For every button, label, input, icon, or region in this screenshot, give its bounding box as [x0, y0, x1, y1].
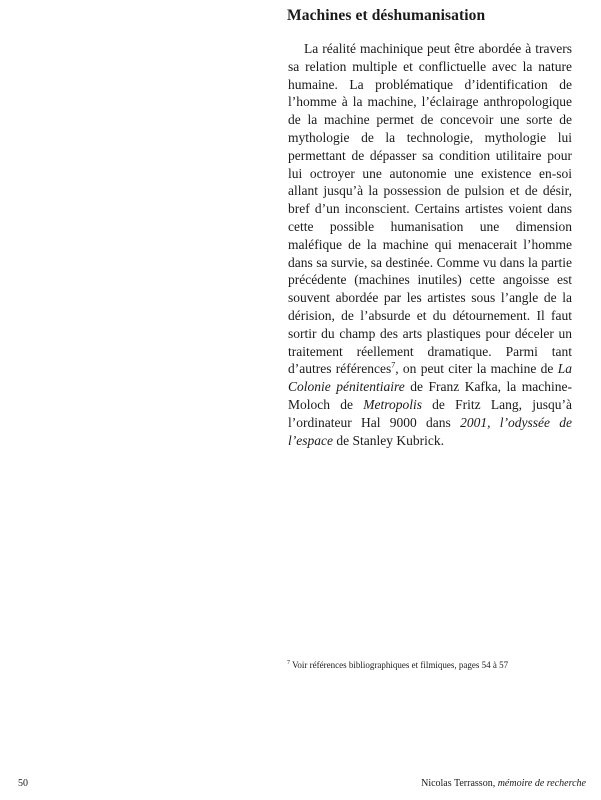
footnote: [287, 659, 508, 671]
footer-author: Nicolas Terrasson,: [421, 778, 498, 789]
body-text-part-4: de Fritz Lang, jusqu’à l’ordinateur Hal 9000 dans: [288, 396, 572, 430]
page-title: Machines et déshumanisation: [287, 7, 486, 24]
body-text-part-3: de Franz Kafka, la machine-Moloch de: [288, 379, 572, 412]
footer-work-title: mémoire de recherche: [497, 778, 586, 789]
work-title-colonie: La Colonie pénitentiaire: [288, 361, 572, 395]
body-text-part-2: , on peut citer la machine de: [395, 361, 558, 377]
work-title-metropolis: Metropolis: [363, 396, 422, 412]
body-text-part-1: La réalité machinique peut être abordée à travers sa relation multiple et conflictuelle avec la nature humaine. La problématique d’identification de l’homme à la machine, l’éclairage anthropologique de la machine permet de concevoir une sorte de mythologie de la technologie, mythologie lui permettant de dépasser sa condition utilitaire pour lui octroyer une autonomie une existence en-soi allant jusqu’à la possession de pulsion et de désir, bref d’un inconscient. Certains artistes voient dans cette possible humanisation une dimension maléfique de la machine qui menacerait l’homme dans sa survie, sa destinée. Comme vu dans la partie précédente (machines inutiles) cette angoisse est souvent abordée par les artistes sous l’angle de la dérision, de l’absurde et du détournement. Il faut sortir du champ des arts plastiques pour déceler un traitement réellement dramatique. Parmi tant d’autres références: [288, 41, 572, 377]
footnote-marker: 7: [287, 660, 290, 666]
page-footer: [0, 778, 586, 792]
running-footer: [421, 778, 586, 789]
body-text-part-5: de Stanley Kubrick.: [332, 432, 444, 448]
page-number: 50: [18, 778, 28, 789]
footnote-reference: 7: [391, 360, 396, 370]
footnote-text: Voir références bibliographiques et filmiques, pages 54 à 57: [290, 660, 509, 670]
work-title-2001: 2001, l’odyssée de l’espace: [288, 414, 572, 448]
body-paragraph: [288, 40, 572, 449]
